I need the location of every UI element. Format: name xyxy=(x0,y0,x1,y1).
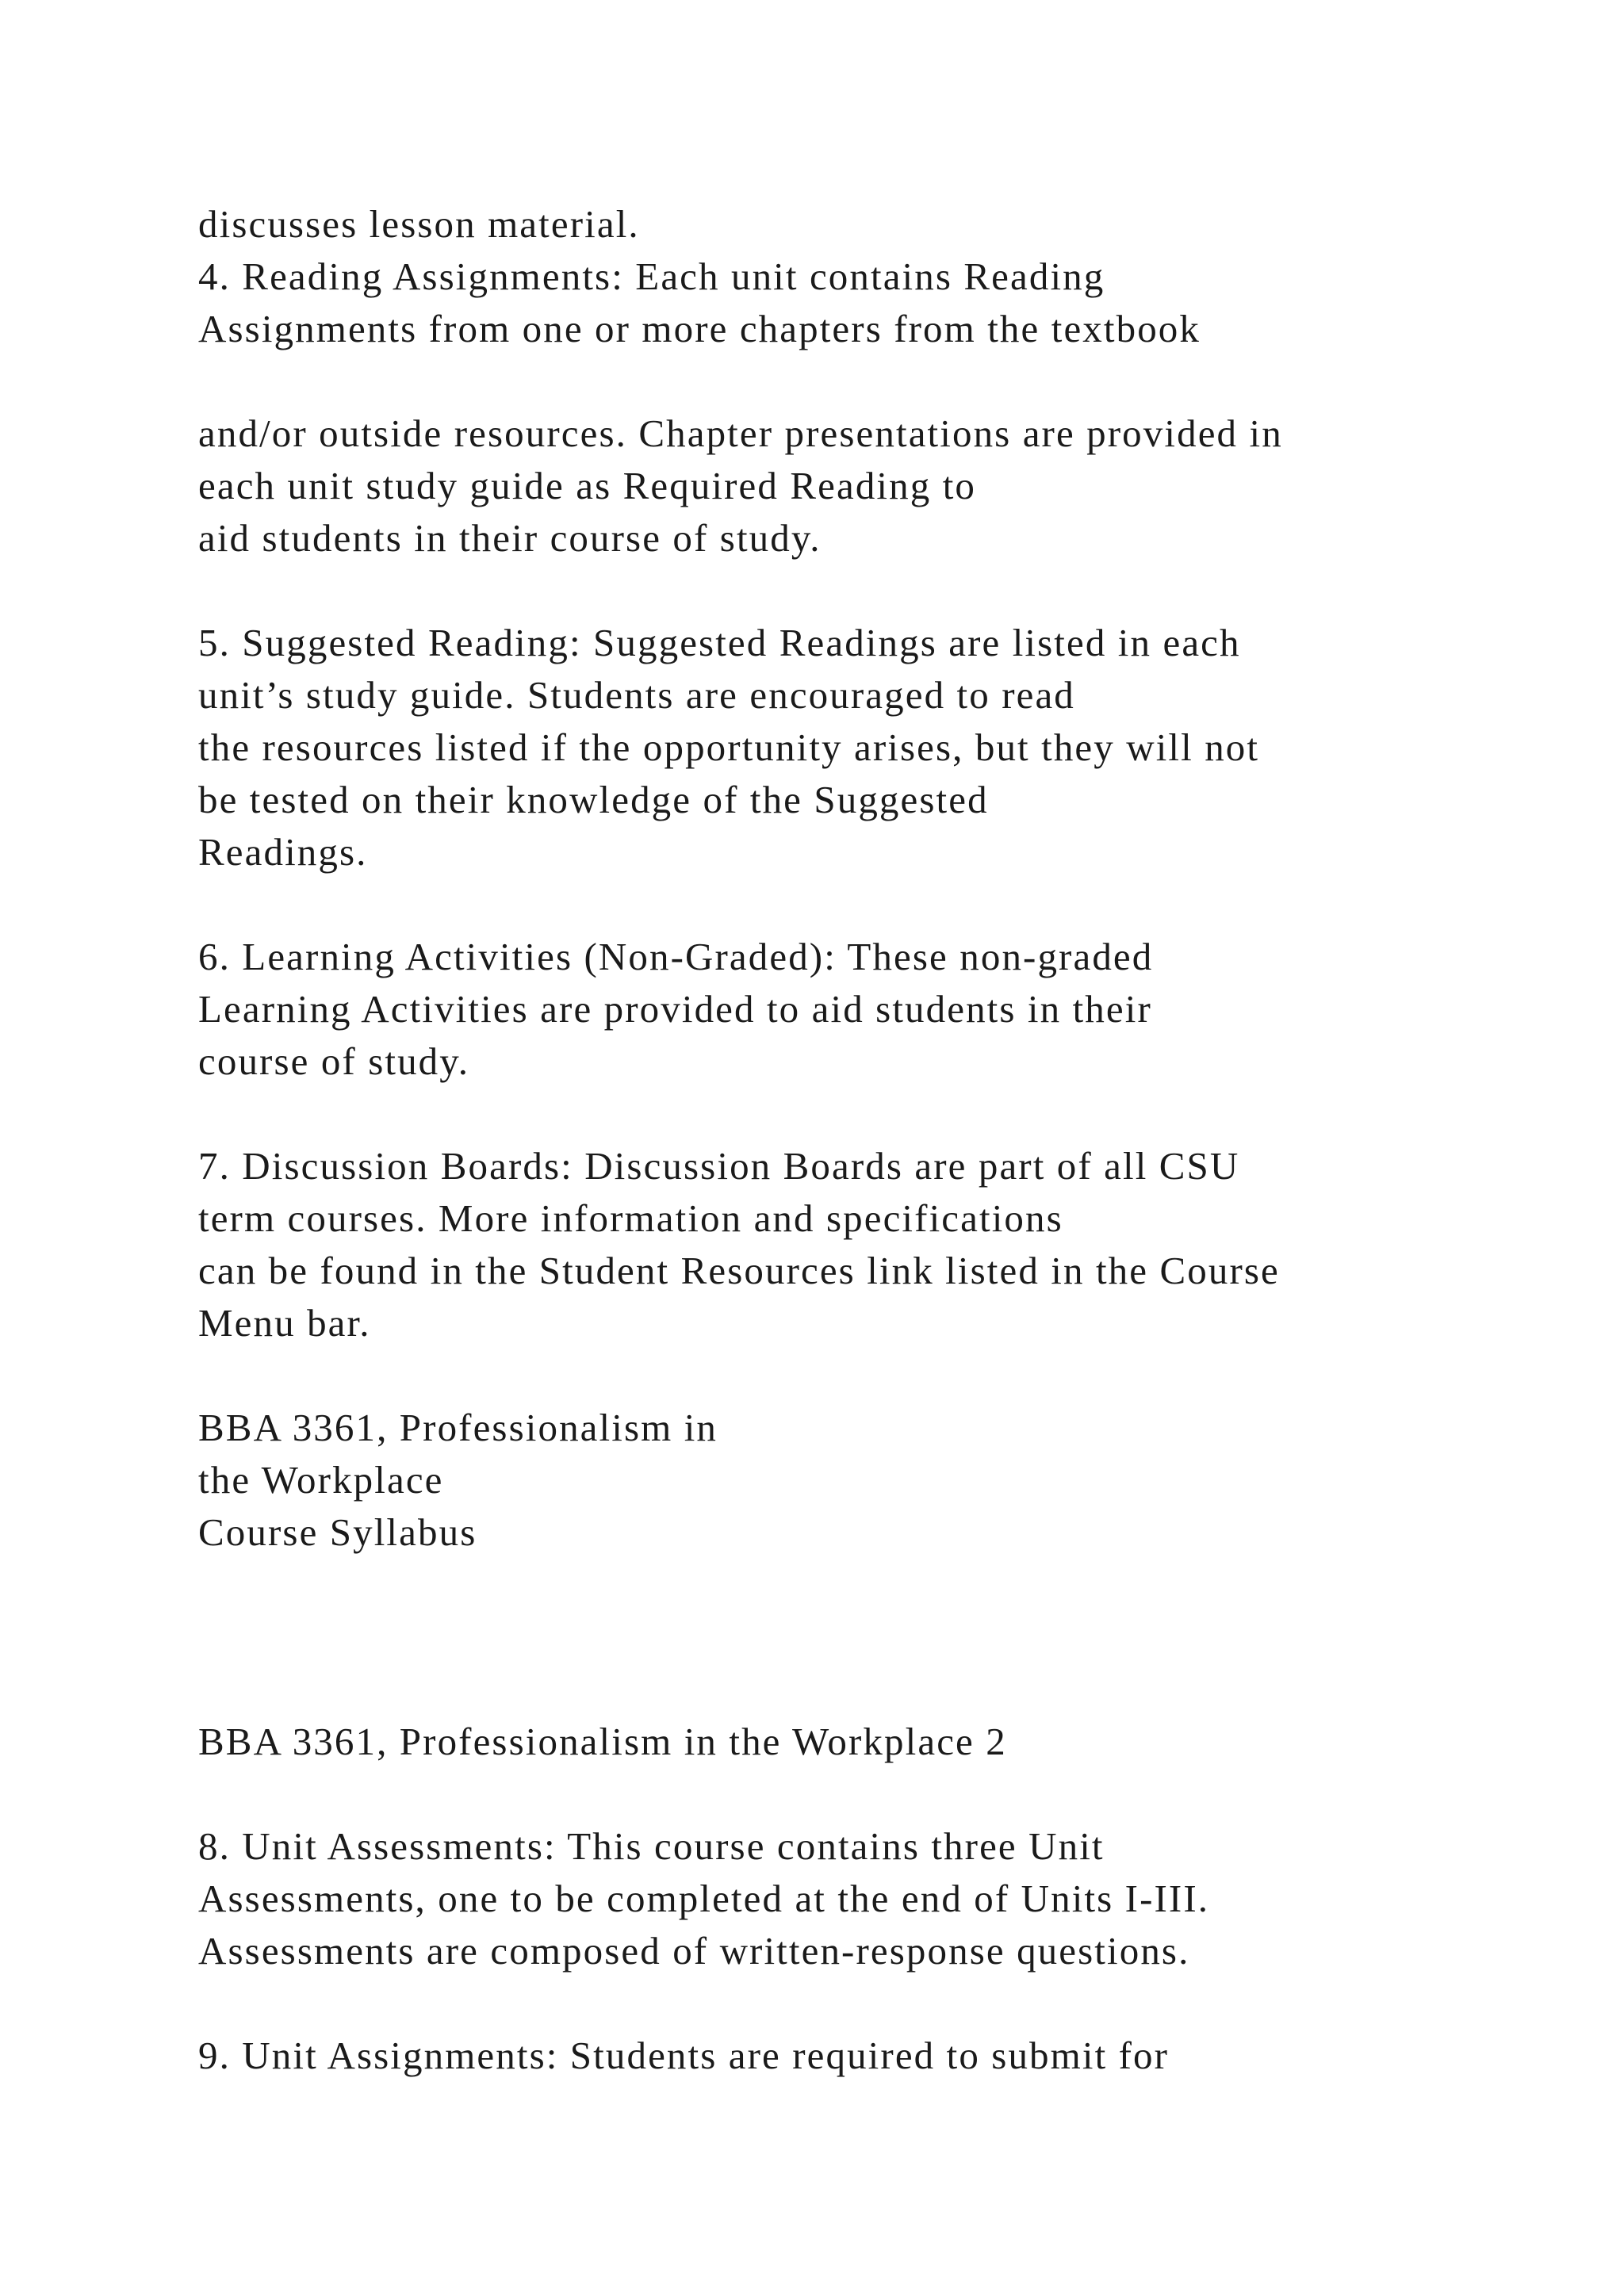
text-line: BBA 3361, Professionalism in the Workplace 2 xyxy=(198,1720,1007,1763)
text-line: the Workplace xyxy=(198,1458,444,1502)
text-line: Readings. xyxy=(198,830,368,874)
text-line: aid students in their course of study. xyxy=(198,516,822,560)
text-line: term courses. More information and specifications xyxy=(198,1196,1063,1240)
text-line: each unit study guide as Required Reading to xyxy=(198,464,977,507)
text-line: 9. Unit Assignments: Students are required to submit for xyxy=(198,2034,1170,2077)
text-line: Learning Activities are provided to aid students in their xyxy=(198,987,1152,1031)
text-line: Menu bar. xyxy=(198,1301,371,1345)
text-line: Assessments, one to be completed at the end of Units I-III. xyxy=(198,1877,1210,1920)
text-line: 7. Discussion Boards: Discussion Boards are part of all CSU xyxy=(198,1144,1240,1188)
text-line: the resources listed if the opportunity arises, but they will not xyxy=(198,725,1260,769)
text-line: 8. Unit Assessments: This course contains three Unit xyxy=(198,1824,1105,1868)
text-line: BBA 3361, Professionalism in xyxy=(198,1406,718,1449)
text-line: 5. Suggested Reading: Suggested Readings are listed in each xyxy=(198,621,1241,664)
text-line: be tested on their knowledge of the Suggested xyxy=(198,778,989,821)
text-line: Assignments from one or more chapters from the textbook xyxy=(198,307,1201,350)
text-line: 6. Learning Activities (Non-Graded): These non-graded xyxy=(198,935,1154,978)
text-line: unit’s study guide. Students are encouraged to read xyxy=(198,673,1075,717)
text-line: can be found in the Student Resources link listed in the Course xyxy=(198,1249,1280,1292)
text-line: 4. Reading Assignments: Each unit contains Reading xyxy=(198,254,1105,298)
text-line: course of study. xyxy=(198,1039,470,1083)
text-line: Assessments are composed of written-response questions. xyxy=(198,1929,1190,1973)
text-line: discusses lesson material. xyxy=(198,202,640,246)
text-line: Course Syllabus xyxy=(198,1510,477,1554)
text-line: and/or outside resources. Chapter presentations are provided in xyxy=(198,411,1283,455)
